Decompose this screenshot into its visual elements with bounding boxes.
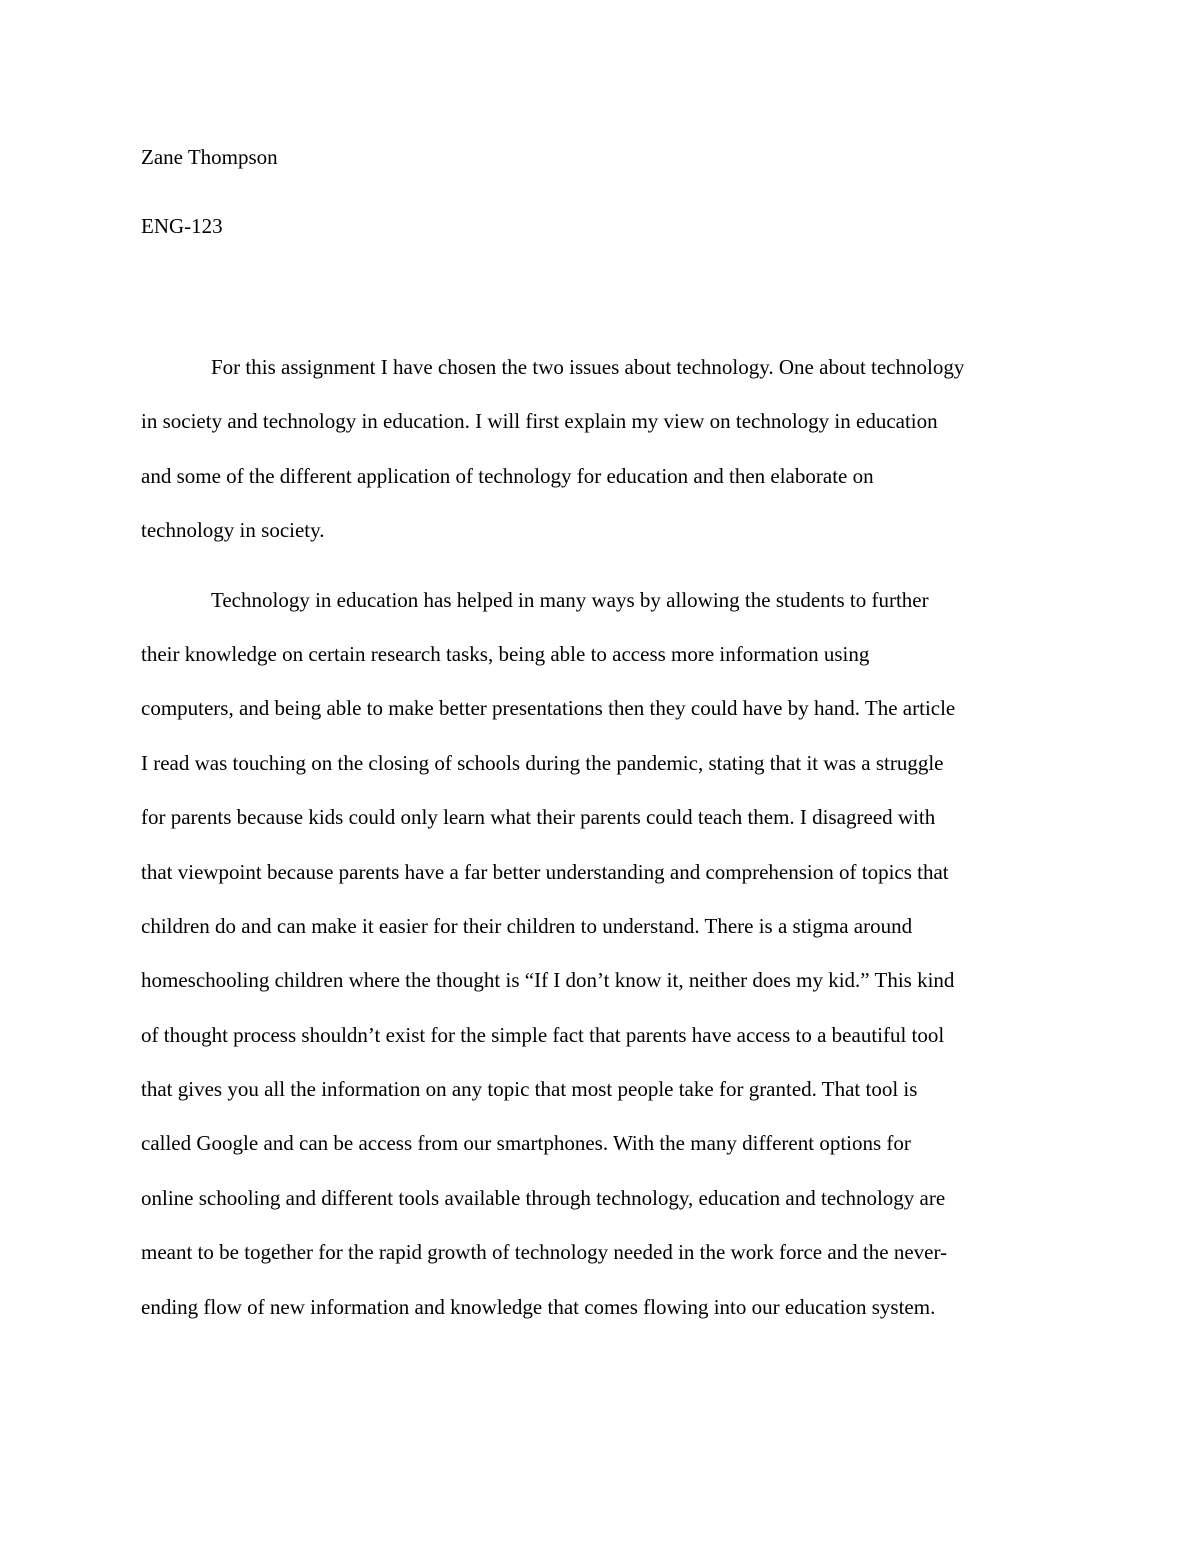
paragraph-line: children do and can make it easier for their children to understand. There is a stigma around (141, 913, 913, 938)
paragraph-line: technology in society. (141, 518, 325, 543)
paragraph-line: called Google and can be access from our smartphones. With the many different options for (141, 1131, 911, 1156)
paragraph-line: and some of the different application of technology for education and then elaborate on (141, 463, 874, 488)
author-name: Zane Thompson (141, 145, 278, 169)
paragraph-line: in society and technology in education. I will first explain my view on technology in education (141, 409, 938, 434)
paragraph-line: their knowledge on certain research tasks, being able to access more information using (141, 641, 870, 666)
paragraph-line: computers, and being able to make better presentations then they could have by hand. The article (141, 696, 956, 721)
paragraph-line: for parents because kids could only learn what their parents could teach them. I disagreed with (141, 805, 936, 830)
paragraph-line: online schooling and different tools available through technology, education and technology are (141, 1185, 946, 1210)
paragraph-line: of thought process shouldn’t exist for the simple fact that parents have access to a beautiful tool (141, 1022, 945, 1047)
paragraph-line: homeschooling children where the thought is “If I don’t know it, neither does my kid.” This kind (141, 968, 955, 993)
paragraph-spacer (141, 558, 1061, 573)
paragraph-line: ending flow of new information and knowledge that comes flowing into our education system. (141, 1294, 936, 1319)
paragraph-line: Technology in education has helped in many ways by allowing the students to further (211, 587, 929, 612)
essay-body (141, 340, 1061, 1334)
paragraph-line: meant to be together for the rapid growth of technology needed in the work force and the never- (141, 1240, 948, 1265)
paragraph-line: For this assignment I have chosen the two issues about technology. One about technology (211, 355, 965, 379)
paragraph-1 (141, 340, 1061, 558)
paragraph-line: that gives you all the information on any topic that most people take for granted. That tool is (141, 1077, 918, 1102)
paragraph-line: I read was touching on the closing of schools during the pandemic, stating that it was a struggle (141, 750, 944, 775)
course-code: ENG-123 (141, 214, 223, 238)
paragraph-2 (141, 573, 1061, 1334)
paragraph-line: that viewpoint because parents have a far better understanding and comprehension of topics that (141, 859, 949, 884)
